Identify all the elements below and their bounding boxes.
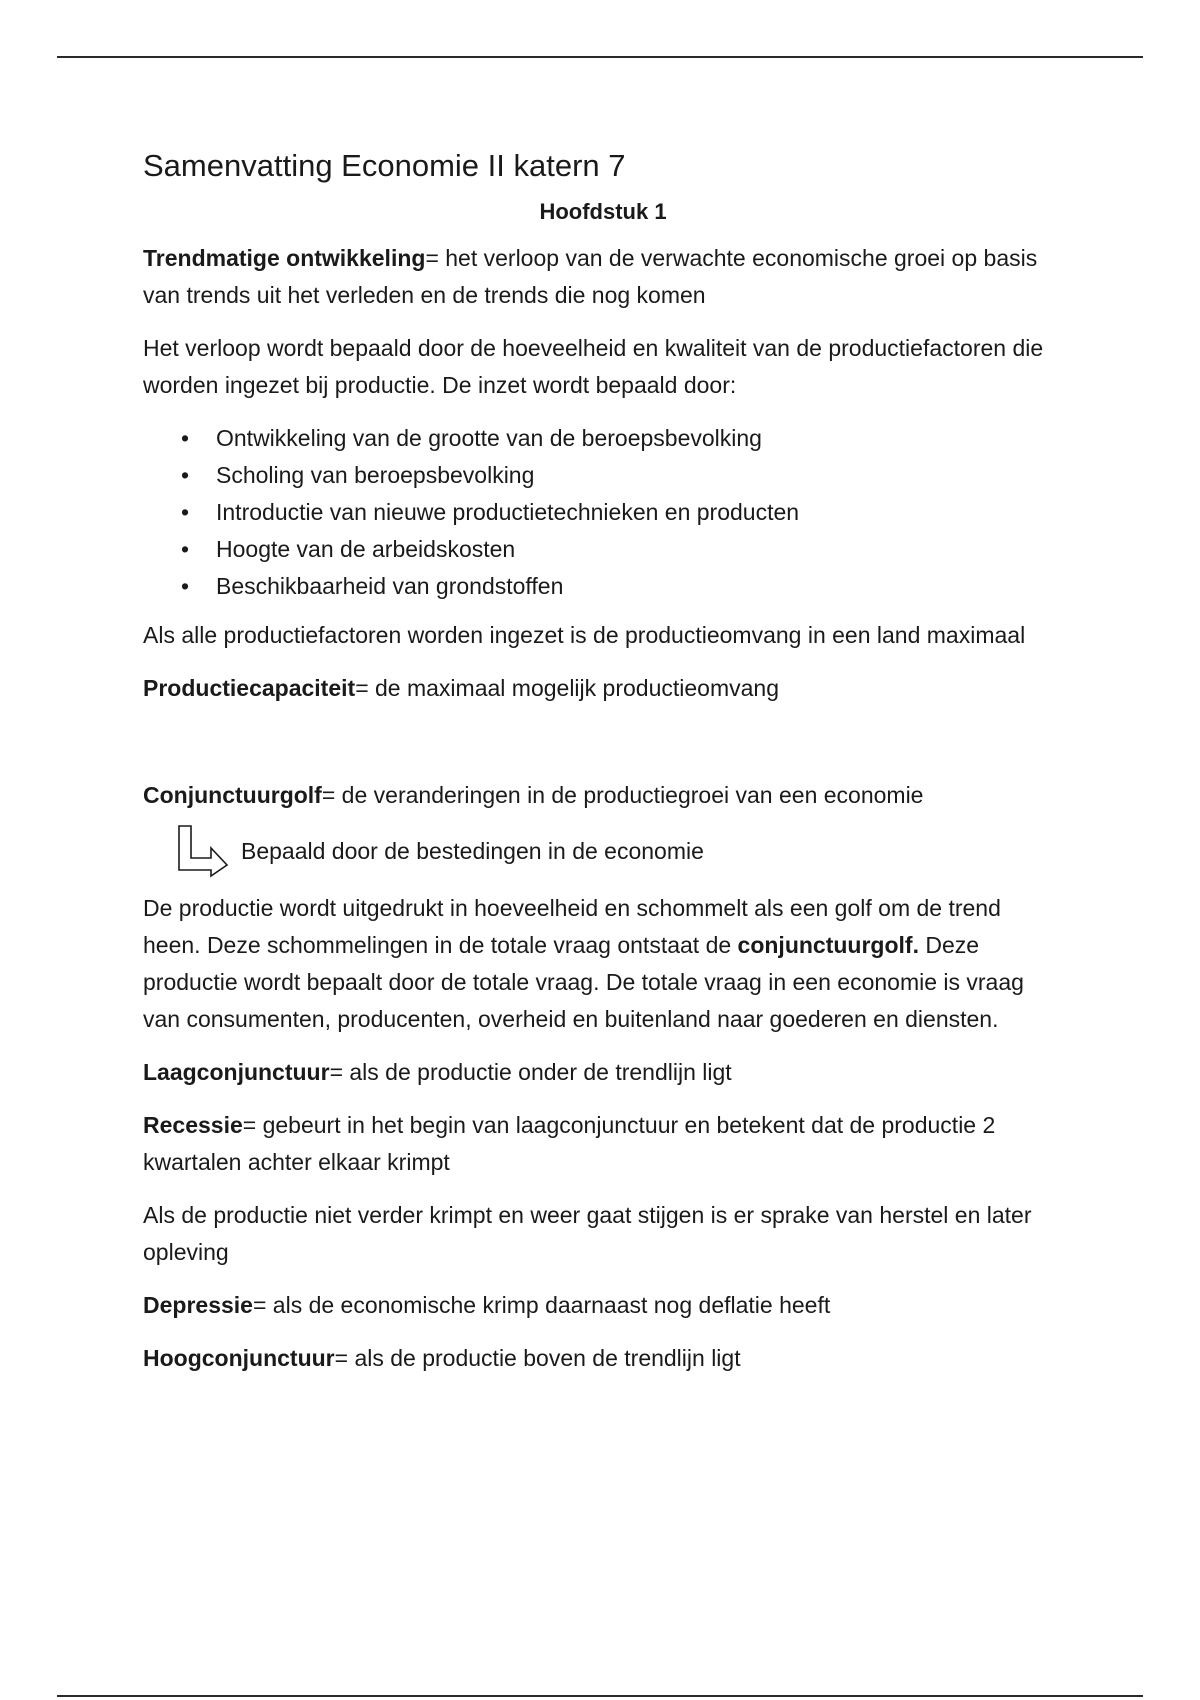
blank-line — [143, 723, 1063, 777]
term-conjunctuurgolf: Conjunctuurgolf — [143, 782, 322, 808]
paragraph-productie-end: Deze productie wordt bepaalt door de totale vraag. De totale vraag in een economie is vraag van consumenten, producenten, overheid en buitenland naar goederen en diensten. — [143, 932, 1024, 1032]
paragraph-herstel: Als de productie niet verder krimpt en weer gaat stijgen is er sprake van herstel en later opleving — [143, 1202, 1032, 1265]
paragraph-verloop: Het verloop wordt bepaald door de hoeveelheid en kwaliteit van de productiefactoren die worden ingezet bij productie. De inzet wordt bepaald door: — [143, 335, 1044, 398]
definition-trend-text: = het verloop van de verwachte economische groei op basis van trends uit het verleden en de trends die nog komen — [143, 245, 1038, 308]
bullet-icon: • — [180, 499, 190, 525]
arrow-note — [143, 824, 1063, 878]
definition-recessie — [143, 1107, 1063, 1181]
paragraph-maximaal: Als alle productiefactoren worden ingezet is de productieomvang in een land maximaal — [143, 622, 1026, 648]
bullet-icon: • — [180, 573, 190, 599]
list-item — [143, 531, 1063, 568]
list-item-text: Beschikbaarheid van grondstoffen — [216, 573, 564, 599]
chapter-heading: Hoofdstuk 1 — [539, 199, 667, 224]
term-conjunctuurgolf-inline: conjunctuurgolf. — [737, 932, 919, 958]
definition-laagconjunctuur — [143, 1054, 1063, 1091]
term-hoogconjunctuur: Hoogconjunctuur — [143, 1345, 335, 1371]
bullet-icon: • — [180, 425, 190, 451]
header-rule — [57, 56, 1143, 58]
term-depressie: Depressie — [143, 1292, 253, 1318]
list-item — [143, 457, 1063, 494]
definition-recessie-text: = gebeurt in het begin van laagconjunctuur en betekent dat de productie 2 kwartalen achter elkaar krimpt — [143, 1112, 996, 1175]
bullet-icon: • — [180, 462, 190, 488]
list-item-text: Introductie van nieuwe productietechnieken en producten — [216, 499, 800, 525]
definition-hoogconjunctuur-text: = als de productie boven de trendlijn ligt — [334, 1345, 741, 1371]
definition-conjunctuurgolf — [143, 777, 1063, 814]
footer-rule — [57, 1695, 1143, 1697]
definition-capacity-text: = de maximaal mogelijk productieomvang — [355, 675, 779, 701]
list-item — [143, 568, 1063, 605]
definition-depressie — [143, 1287, 1063, 1324]
list-item-text: Scholing van beroepsbevolking — [216, 462, 535, 488]
down-right-arrow-icon — [177, 824, 229, 878]
definition-depressie-text: = als de economische krimp daarnaast nog deflatie heeft — [252, 1292, 831, 1318]
list-item — [143, 494, 1063, 531]
list-item-text: Hoogte van de arbeidskosten — [216, 536, 516, 562]
paragraph-productie-start: De productie wordt uitgedrukt in hoeveelheid en schommelt als een golf om de trend heen. Deze schommelingen in de totale vraag ontstaat de — [143, 895, 1001, 958]
list-item-text: Ontwikkeling van de grootte van de beroepsbevolking — [216, 425, 762, 451]
definition-trend — [143, 240, 1063, 314]
term-trend: Trendmatige ontwikkeling — [143, 245, 426, 271]
definition-laagconjunctuur-text: = als de productie onder de trendlijn ligt — [329, 1059, 732, 1085]
bullet-icon: • — [180, 536, 190, 562]
factor-list — [143, 420, 1063, 605]
definition-capacity — [143, 670, 1063, 707]
term-capacity: Productiecapaciteit — [143, 675, 356, 701]
definition-conjunctuurgolf-text: = de veranderingen in de productiegroei van een economie — [321, 782, 924, 808]
document-body — [143, 144, 1063, 1393]
definition-hoogconjunctuur — [143, 1340, 1063, 1377]
term-laagconjunctuur: Laagconjunctuur — [143, 1059, 330, 1085]
term-recessie: Recessie — [143, 1112, 243, 1138]
list-item — [143, 420, 1063, 457]
paragraph-productie — [143, 890, 1063, 1038]
arrow-note-text: Bepaald door de bestedingen in de economie — [241, 837, 704, 864]
document-title: Samenvatting Economie II katern 7 — [143, 148, 626, 183]
